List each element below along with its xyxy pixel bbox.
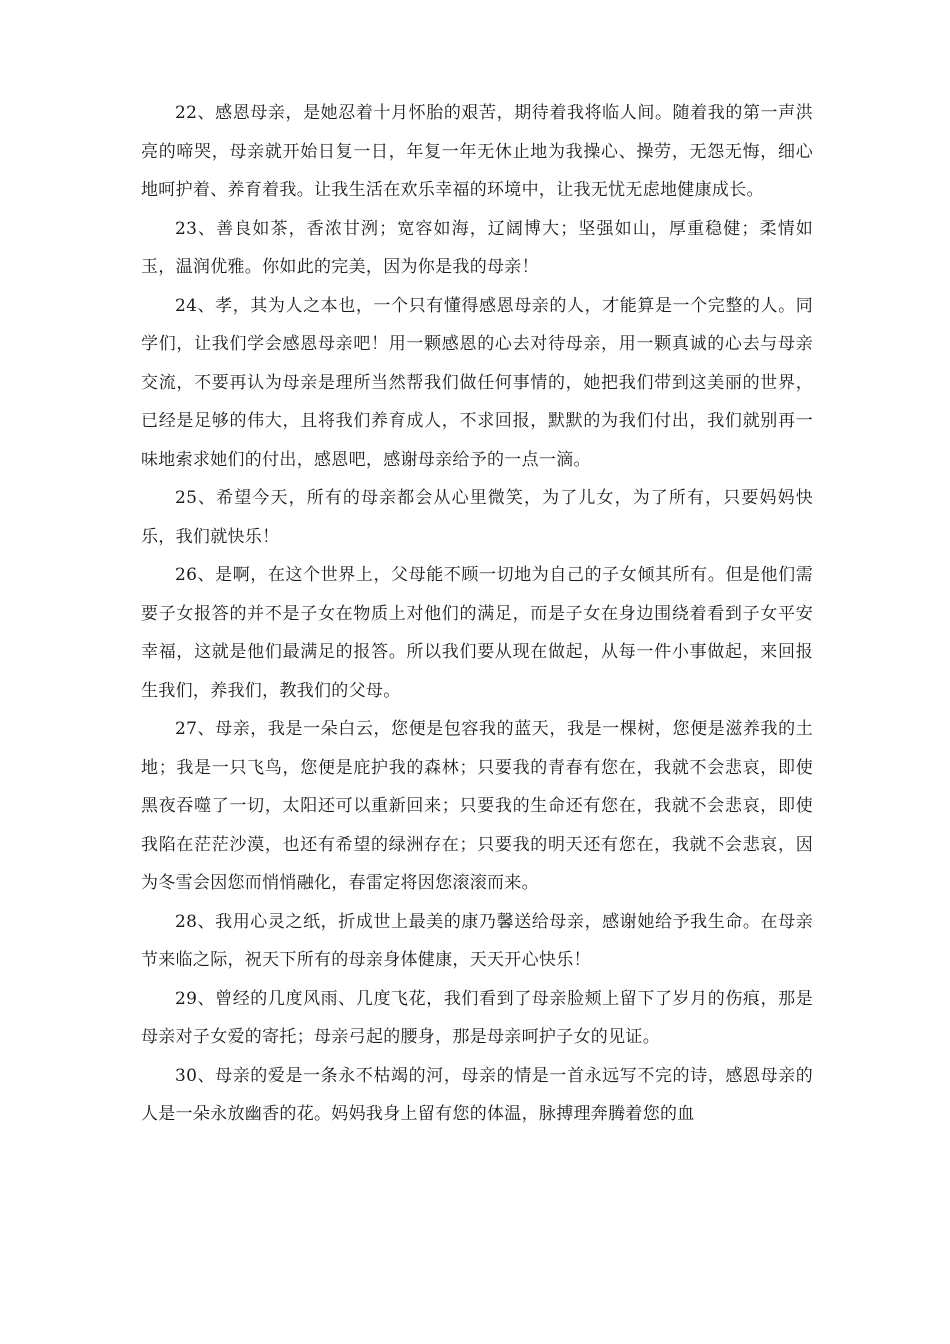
document-body bbox=[141, 94, 813, 1134]
paragraph-26: 26、是啊，在这个世界上，父母能不顾一切地为自己的子女倾其所有。但是他们需要子女报答的并不是子女在物质上对他们的满足，而是子女在身边围绕着看到子女平安幸福，这就是他们最满足的报答。所以我们要从现在做起，从每一件小事做起，来回报生我们，养我们，教我们的父母。 bbox=[141, 565, 813, 701]
paragraph-25: 25、希望今天，所有的母亲都会从心里微笑，为了儿女，为了所有，只要妈妈快乐，我们就快乐！ bbox=[141, 488, 813, 547]
paragraph-27: 27、母亲，我是一朵白云，您便是包容我的蓝天，我是一棵树，您便是滋养我的土地；我是一只飞鸟，您便是庇护我的森林；只要我的青春有您在，我就不会悲哀，即使黑夜吞噬了一切，太阳还可以重新回来；只要我的生命还有您在，我就不会悲哀，即使我陷在茫茫沙漠，也还有希望的绿洲存在；只要我的明天还有您在，我就不会悲哀，因为冬雪会因您而悄悄融化，春雷定将因您滚滚而来。 bbox=[141, 719, 813, 893]
paragraph-28: 28、我用心灵之纸，折成世上最美的康乃馨送给母亲，感谢她给予我生命。在母亲节来临之际，祝天下所有的母亲身体健康，天天开心快乐！ bbox=[141, 911, 813, 970]
paragraph-24: 24、孝，其为人之本也，一个只有懂得感恩母亲的人，才能算是一个完整的人。同学们，让我们学会感恩母亲吧！用一颗感恩的心去对待母亲，用一颗真诚的心去与母亲交流，不要再认为母亲是理所当然帮我们做任何事情的，她把我们带到这美丽的世界，已经是足够的伟大，且将我们养育成人，不求回报，默默的为我们付出，我们就别再一味地索求她们的付出，感恩吧，感谢母亲给予的一点一滴。 bbox=[141, 295, 813, 470]
paragraph-22: 22、感恩母亲，是她忍着十月怀胎的艰苦，期待着我将临人间。随着我的第一声洪亮的啼哭，母亲就开始日复一日，年复一年无休止地为我操心、操劳，无怨无悔，细心地呵护着、养育着我。让我生活在欢乐幸福的环境中，让我无忧无虑地健康成长。 bbox=[141, 103, 813, 200]
paragraph-30: 30、母亲的爱是一条永不枯竭的河，母亲的情是一首永远写不完的诗，感恩母亲的人是一朵永放幽香的花。妈妈我身上留有您的体温，脉搏理奔腾着您的血 bbox=[141, 1065, 813, 1124]
paragraph-29: 29、曾经的几度风雨、几度飞花，我们看到了母亲脸颊上留下了岁月的伤痕，那是母亲对子女爱的寄托；母亲弓起的腰身，那是母亲呵护子女的见证。 bbox=[141, 988, 813, 1047]
paragraph-23: 23、善良如茶，香浓甘洌；宽容如海，辽阔博大；坚强如山，厚重稳健；柔情如玉，温润优雅。你如此的完美，因为你是我的母亲！ bbox=[141, 218, 813, 277]
